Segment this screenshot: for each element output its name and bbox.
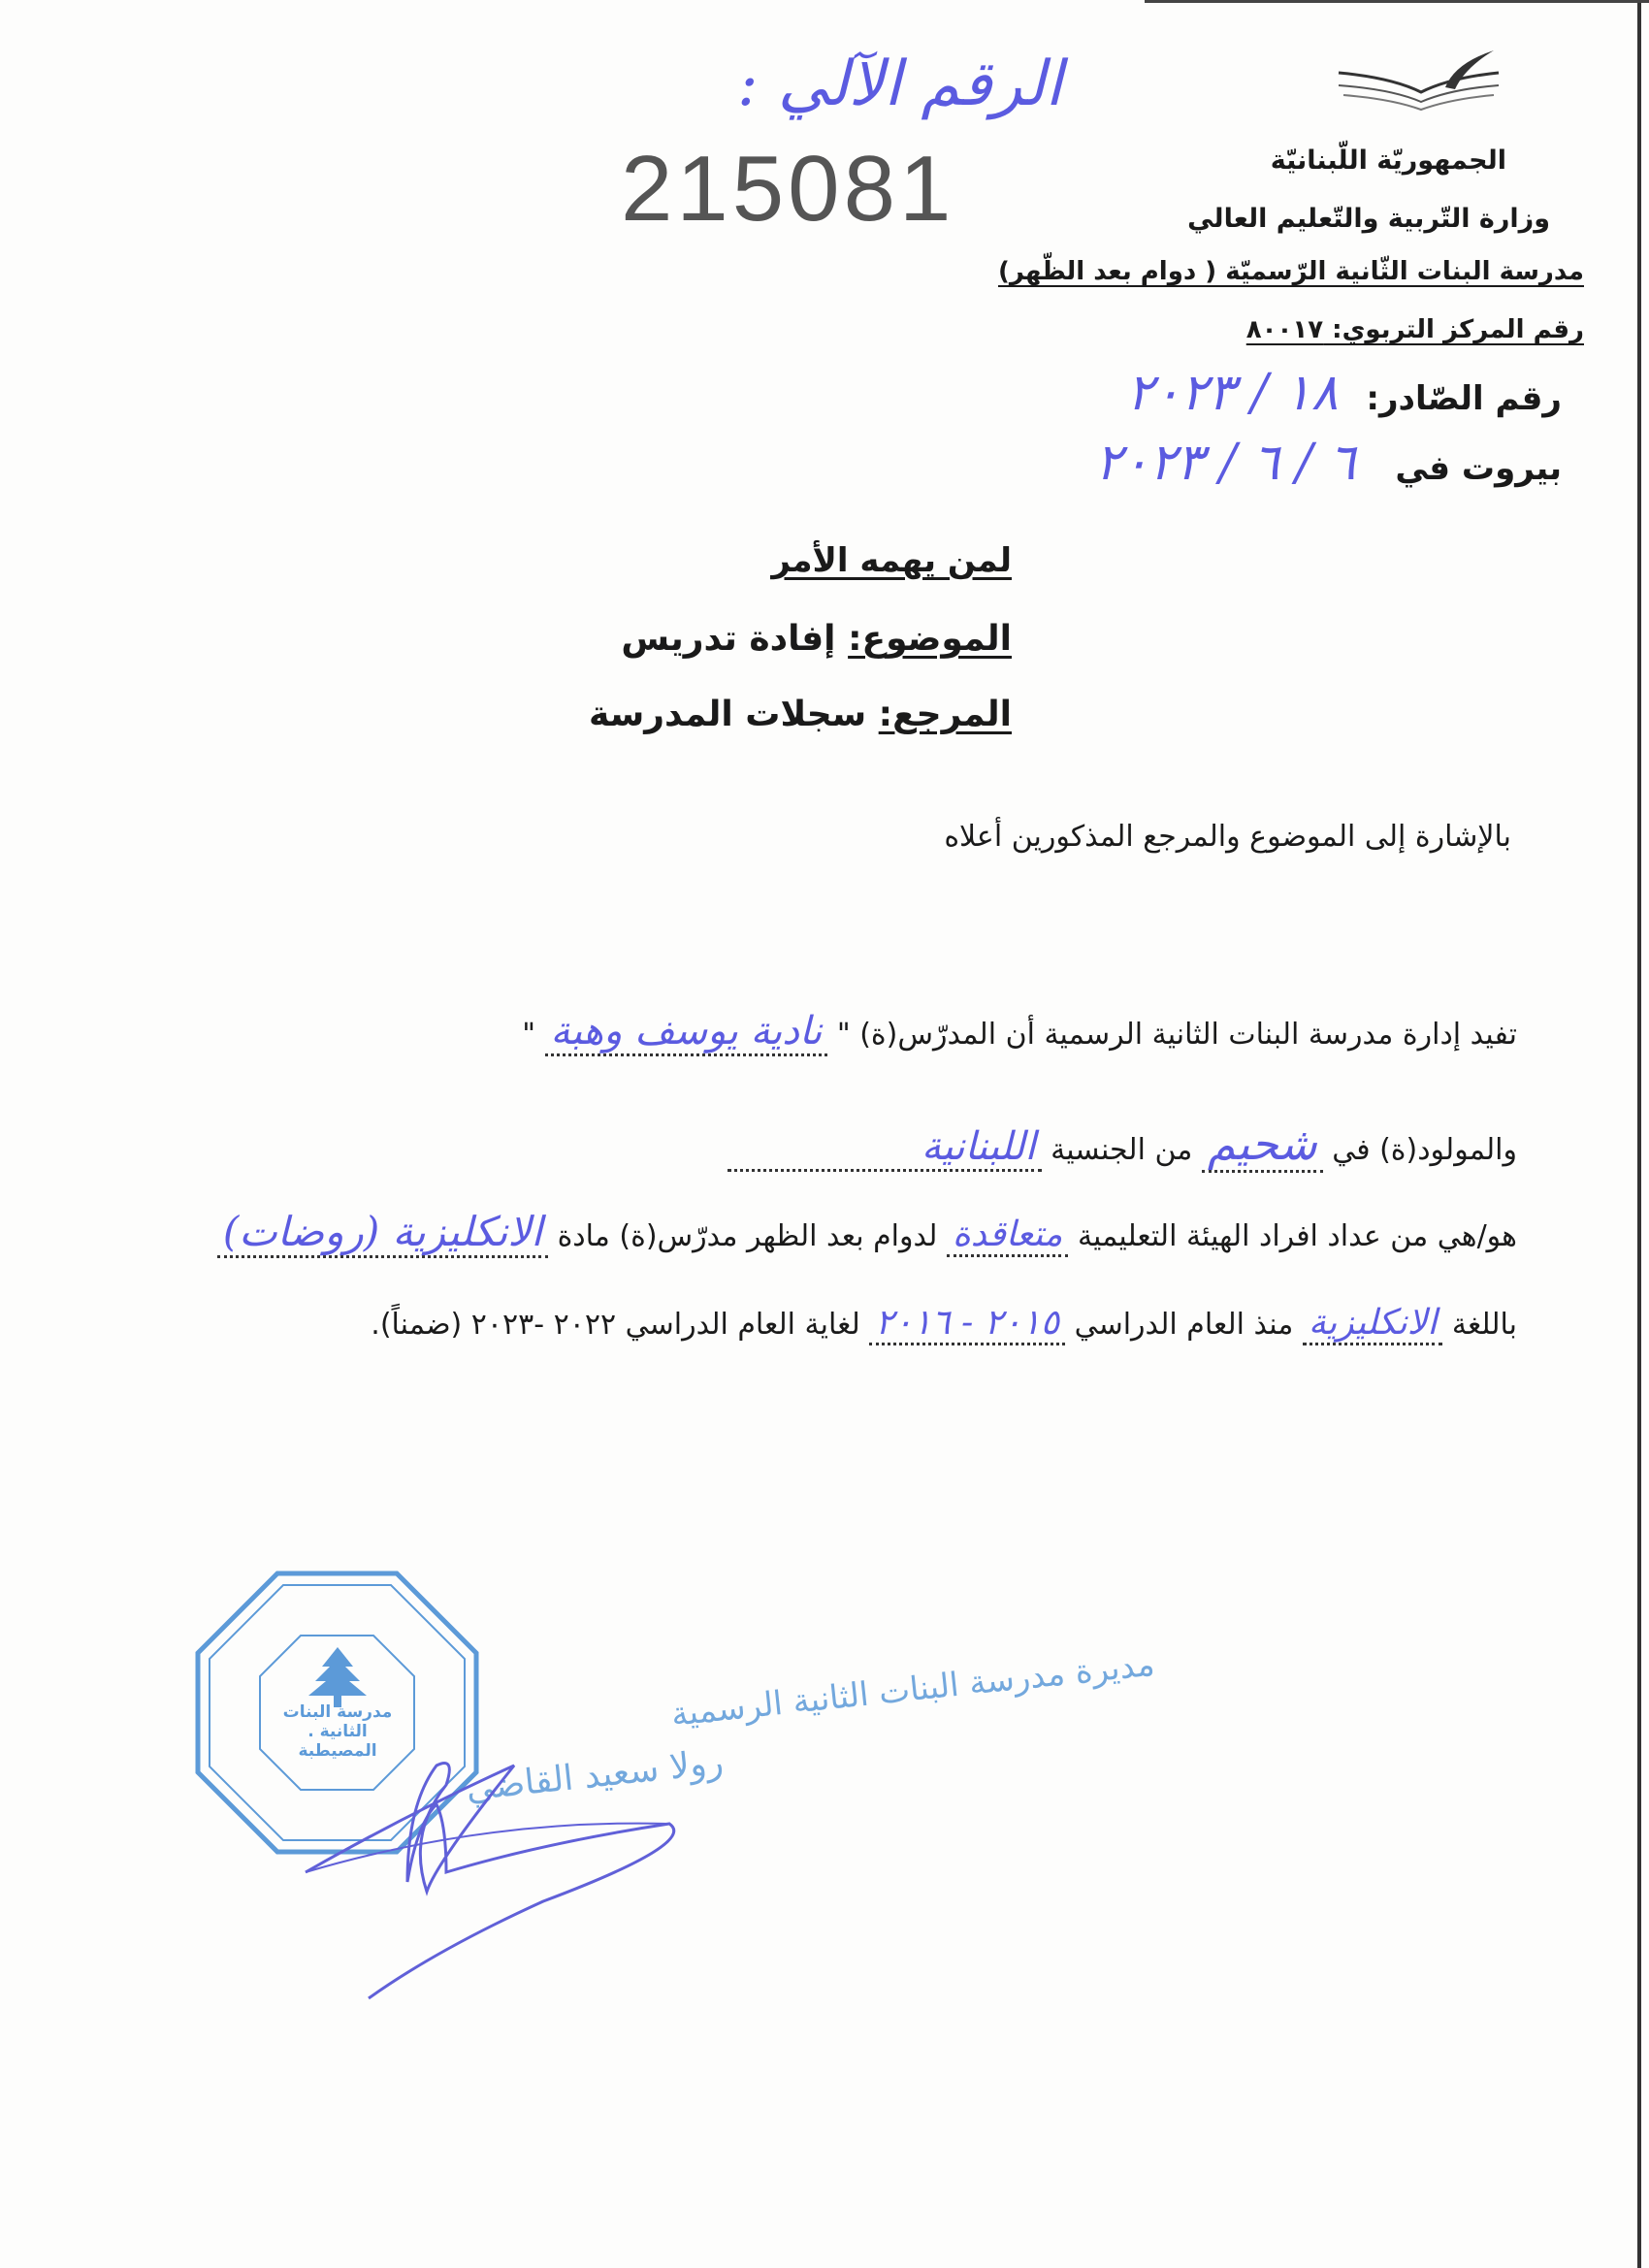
ministry-title: وزارة التّربية والتّعليم العالي [1187,204,1550,234]
outgoing-number-row [1126,364,1562,422]
scan-edge [1637,0,1641,2268]
teaching-subject: الانكليزية (روضات) [217,1208,548,1258]
teaching-language: الانكليزية [1303,1303,1442,1345]
outgoing-value: ١٨ / ٢٠٢٣ [1126,364,1339,422]
outgoing-label: رقم الصّادر: [1366,379,1562,418]
reference-value: سجلات المدرسة [588,695,867,734]
line1-end: " [522,1018,535,1052]
line4-text: باللغة [1451,1308,1517,1342]
line3-mid: لدوام بعد الظهر مدرّس(ة) مادة [557,1219,938,1253]
handwritten-number: 215081 [621,137,955,241]
body-line-3 [217,1208,1517,1255]
date-value: ٦ / ٦ / ٢٠٢٣ [1094,434,1356,492]
handwritten-label: الرقم الآلي : [737,49,1063,120]
line4-mid: منذ العام الدراسي [1074,1308,1294,1342]
book-quill-logo-icon [1334,49,1504,116]
line1-text: تفيد إدارة مدرسة البنات الثانية الرسمية أن المدرّس(ة) " [836,1018,1517,1052]
director-name: رولا سعيد القاضي [464,1742,726,1809]
line3-text: هو/هي من عداد افراد الهيئة التعليمية [1077,1219,1517,1253]
stamp-inner-text: مدرسة البنات الثانية . المصيطبة [282,1702,393,1761]
employment-status: متعاقدة [947,1215,1068,1257]
teacher-name: نادية يوسف وهبة [545,1009,828,1056]
line2-text: والمولود(ة) في [1332,1133,1517,1167]
subject-label: الموضوع: [848,619,1012,659]
reference-label: المرجع: [878,695,1012,734]
director-title: مديرة مدرسة البنات الثانية الرسمية [669,1644,1157,1734]
date-row [1095,434,1562,492]
birthplace: شحيم [1202,1118,1323,1173]
cedar-tree-icon [308,1647,367,1707]
subject-value: إفادة تدريس [621,619,836,659]
republic-title: الجمهوريّة اللّبنانيّة [1270,146,1506,176]
subject-heading [621,619,1012,659]
place-label: بيروت في [1395,449,1562,488]
line2-mid: من الجنسية [1051,1133,1193,1167]
to-whom-heading: لمن يهمه الأمر [771,541,1012,580]
signature [291,1727,698,2008]
since-year: ٢٠١٥ - ٢٠١٦ [869,1303,1065,1345]
nationality: اللبنانية [728,1124,1042,1172]
body-line-2 [728,1118,1517,1170]
body-line-4 [371,1303,1517,1343]
line4-end: لغاية العام الدراسي ٢٠٢٢ -٢٠٢٣ (ضمناً). [371,1308,860,1342]
school-name: مدرسة البنات الثّانية الرّسميّة ( دوام بعد الظّهر) [997,257,1584,286]
reference-heading [589,695,1012,734]
scan-top-edge [1145,0,1649,3]
center-code: رقم المركز التربوي: ٨٠٠١٧ [1245,315,1584,344]
intro-line: بالإشارة إلى الموضوع والمرجع المذكورين أعلاه [944,820,1511,854]
body-line-1 [522,1009,1517,1053]
